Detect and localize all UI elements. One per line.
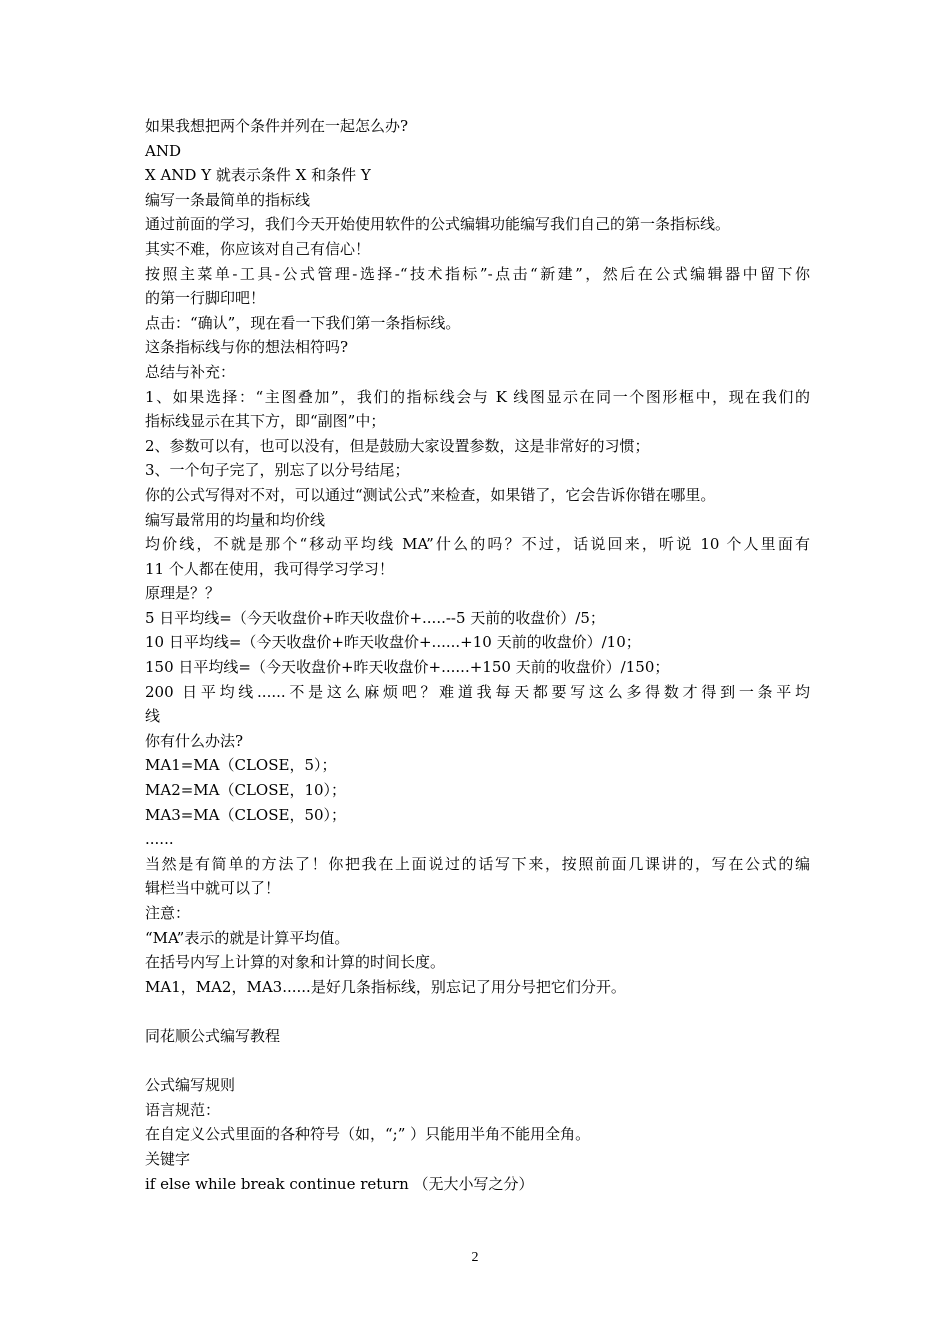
text-line: 其实不难，你应该对自己有信心！ — [145, 239, 371, 258]
code-line: MA2=MA（CLOSE，10）； — [145, 781, 347, 800]
text-line: 原理是？？ — [145, 584, 221, 603]
text-line: 语言规范： — [145, 1100, 221, 1119]
text-line: 均价线，不就是那个“移动平均线 MA”什么的吗？不过，话说回来，听说 10 个人里面有 — [145, 535, 810, 554]
code-line: MA3=MA（CLOSE，50）； — [145, 805, 347, 824]
document-title: 同花顺公式编写教程 — [145, 1026, 281, 1045]
blank-line — [145, 1049, 810, 1074]
text-line: 1、如果选择：“主图叠加”，我们的指标线会与 K 线图显示在同一个图形框中，现在我们的 — [145, 387, 810, 406]
formula-line: 150 日平均线=（今天收盘价+昨天收盘价+......+150 天前的收盘价）/150； — [145, 658, 670, 677]
text-line: 在括号内写上计算的对象和计算的时间长度。 — [145, 953, 446, 972]
text-line: 按照主菜单-工具-公式管理-选择-“技术指标”-点击“新建”，然后在公式编辑器中留下你 — [145, 264, 810, 283]
text-line: 在自定义公式里面的各种符号（如，“;” ）只能用半角不能用全角。 — [145, 1125, 591, 1144]
page-number: 2 — [471, 1250, 479, 1265]
code-line: MA1=MA（CLOSE，5）； — [145, 756, 337, 775]
text-line: 200 日平均线......不是这么麻烦吧？难道我每天都要写这么多得数才得到一条平均 — [145, 682, 810, 701]
section-heading: 公式编写规则 — [145, 1076, 236, 1095]
text-line: 关键字 — [145, 1149, 191, 1168]
text-line: 辑栏当中就可以了！ — [145, 879, 281, 898]
text-line: “MA”表示的就是计算平均值。 — [145, 928, 350, 947]
text-line: 3、一个句子完了，别忘了以分号结尾； — [145, 461, 410, 480]
section-heading: 编写一条最简单的指标线 — [145, 190, 311, 209]
text-line: 如果我想把两个条件并列在一起怎么办? — [145, 117, 409, 135]
formula-line: 5 日平均线=（今天收盘价+昨天收盘价+.....--5 天前的收盘价）/5； — [145, 608, 605, 627]
text-line: 的第一行脚印吧！ — [145, 289, 266, 308]
text-line: 指标线显示在其下方，即“副图”中； — [145, 412, 386, 431]
formula-line: 10 日平均线=（今天收盘价+昨天收盘价+......+10 天前的收盘价）/10； — [145, 633, 641, 652]
blank-line — [145, 999, 810, 1024]
code-line: if else while break continue return （无大小写之分） — [145, 1174, 534, 1193]
text-line: AND — [145, 141, 181, 160]
text-line: 线 — [145, 707, 161, 726]
text-line: 2、参数可以有，也可以没有，但是鼓励大家设置参数，这是非常好的习惯； — [145, 436, 650, 455]
section-heading: 编写最常用的均量和均价线 — [145, 510, 326, 529]
text-line: 当然是有简单的方法了！你把我在上面说过的话写下来，按照前面几课讲的，写在公式的编 — [145, 854, 810, 873]
text-line: 总结与补充： — [145, 362, 236, 381]
text-line: MA1，MA2，MA3......是好几条指标线，别忘记了用分号把它们分开。 — [145, 977, 626, 996]
text-line: 点击：“确认”，现在看一下我们第一条指标线。 — [145, 313, 461, 332]
text-line: X AND Y 就表示条件 X 和条件 Y — [145, 166, 371, 185]
text-line: 你的公式写得对不对，可以通过“测试公式”来检查，如果错了，它会告诉你错在哪里。 — [145, 485, 716, 504]
text-line: 通过前面的学习，我们今天开始使用软件的公式编辑功能编写我们自己的第一条指标线。 — [145, 215, 731, 234]
document-body — [145, 114, 810, 1196]
text-line: 11 个人都在使用，我可得学习学习！ — [145, 559, 394, 578]
text-line: 注意： — [145, 904, 191, 922]
text-line: 你有什么办法? — [145, 731, 244, 750]
code-line: ...... — [145, 830, 174, 849]
text-line: 这条指标线与你的想法相符吗? — [145, 338, 349, 357]
